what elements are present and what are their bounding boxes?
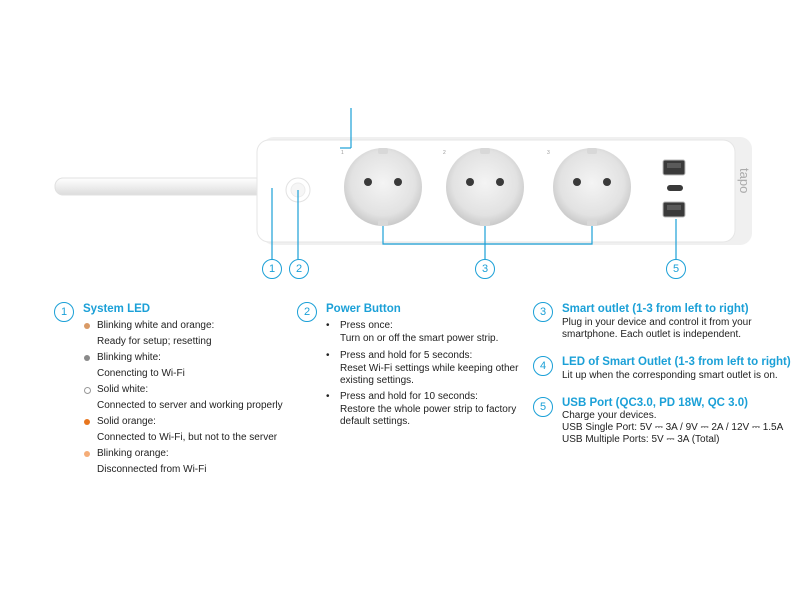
callout-5: 5 (666, 259, 686, 279)
callout-2: 2 (289, 259, 309, 279)
outlet-number-3: 3 (547, 150, 550, 156)
callout-3: 3 (475, 259, 495, 279)
outlet-3[interactable] (553, 148, 631, 226)
led-dot-blink-white (84, 355, 90, 361)
power-desc-2a: Reset Wi-Fi settings while keeping other (340, 363, 519, 374)
led-label-5: Blinking orange: (97, 448, 169, 459)
outlet-led-line-1: Lit up when the corresponding smart outlet is on. (562, 370, 778, 381)
led-desc-1: Ready for setup; resetting (97, 336, 212, 347)
power-desc-2b: existing settings. (340, 375, 414, 386)
power-label-3: Press and hold for 10 seconds: (340, 391, 478, 402)
led-desc-5: Disconnected from Wi-Fi (97, 464, 207, 475)
section-num-3: 3 (533, 302, 553, 322)
system-led-title: System LED (83, 303, 151, 315)
outlet-led-title: LED of Smart Outlet (1-3 from left to right) (562, 356, 791, 368)
led-label-1: Blinking white and orange: (97, 320, 215, 331)
led-desc-4: Connected to Wi-Fi, but not to the server (97, 432, 278, 443)
power-desc-3b: default settings. (340, 416, 411, 427)
led-dot-solid-orange (84, 419, 90, 425)
outlet-number-2: 2 (443, 150, 446, 156)
outlet-2[interactable] (446, 148, 524, 226)
outlet-1[interactable] (344, 148, 422, 226)
power-cable (55, 178, 265, 195)
smart-outlet-title: Smart outlet (1-3 from left to right) (562, 303, 749, 315)
section-num-2: 2 (297, 302, 317, 322)
led-desc-2: Conencting to Wi-Fi (97, 368, 185, 379)
usb-line-1: Charge your devices. (562, 410, 657, 421)
power-label-1: Press once: (340, 320, 393, 331)
outlet-number-1: 1 (341, 150, 344, 156)
power-label-2: Press and hold for 5 seconds: (340, 350, 473, 361)
brand-logo: tapo (737, 168, 752, 194)
power-button-title: Power Button (326, 303, 401, 315)
led-desc-3: Connected to server and working properly (97, 400, 283, 411)
led-label-2: Blinking white: (97, 352, 161, 363)
power-desc-1a: Turn on or off the smart power strip. (340, 333, 499, 344)
led-label-4: Solid orange: (97, 416, 156, 427)
led-dot-solid-white (84, 387, 91, 394)
section-num-1: 1 (54, 302, 74, 322)
bullet: • (326, 350, 330, 361)
usb-line-3: USB Multiple Ports: 5V ⎓ 3A (Total) (562, 434, 720, 445)
section-num-4: 4 (533, 356, 553, 376)
usb-line-2: USB Single Port: 5V ⎓ 3A / 9V ⎓ 2A / 12V ⎓ 1.5A (562, 422, 784, 433)
callout-1: 1 (262, 259, 282, 279)
led-dot-blink-orange (84, 451, 90, 457)
led-dot-blink-white-orange (84, 323, 90, 329)
power-strip-illustration (0, 0, 800, 290)
led-label-3: Solid white: (97, 384, 149, 395)
power-desc-3a: Restore the whole power strip to factory (340, 404, 517, 415)
smart-outlet-line-2: smartphone. Each outlet is independent. (562, 329, 742, 340)
bullet: • (326, 391, 330, 402)
section-num-5: 5 (533, 397, 553, 417)
bullet: • (326, 320, 330, 331)
smart-outlet-line-1: Plug in your device and control it from your (562, 317, 752, 328)
usb-port-title: USB Port (QC3.0, PD 18W, QC 3.0) (562, 397, 748, 409)
